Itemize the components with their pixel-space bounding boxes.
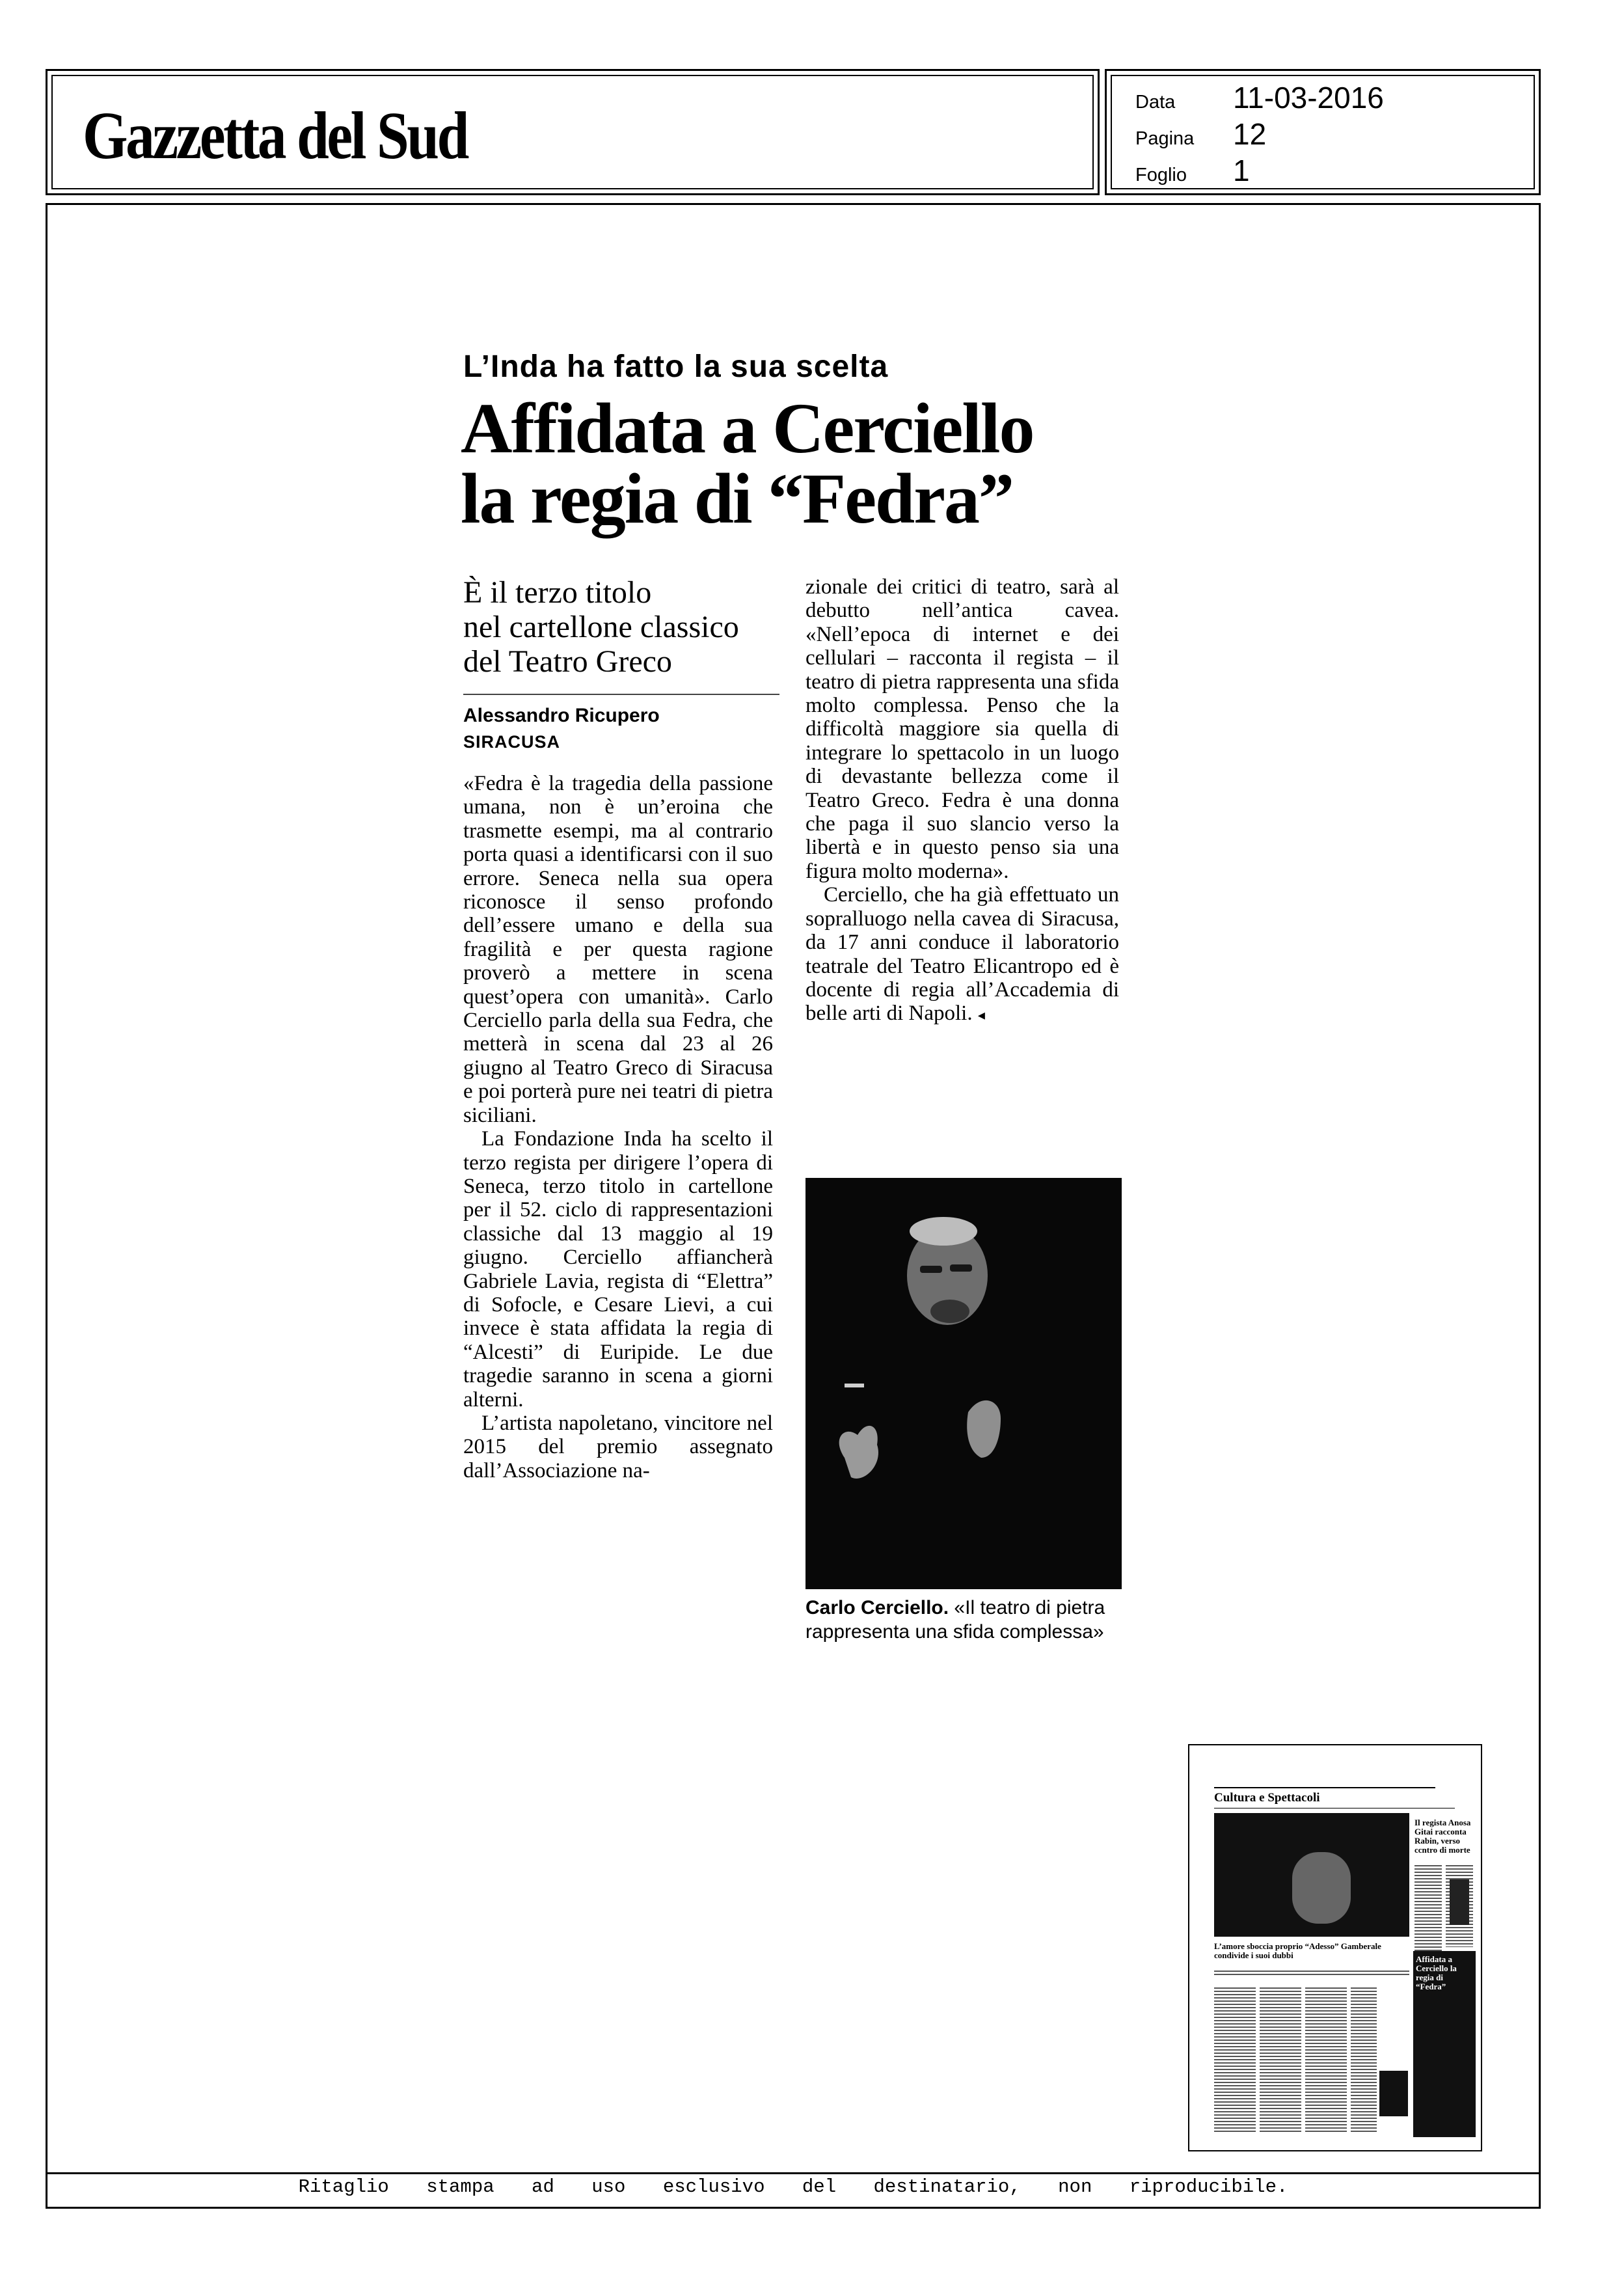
meta-sheet-row — [1135, 153, 1250, 188]
article-column-1 — [463, 772, 773, 1482]
thumbnail-story-2: L’amore sboccia proprio “Adesso” Gamberale condivide i suoi dubbi — [1214, 1941, 1381, 1960]
footer-notice: Ritaglio stampa ad uso esclusivo del destinatario, non riproducibile. — [298, 2176, 1288, 2198]
meta-sheet-label: Foglio — [1135, 165, 1187, 185]
paragraph: La Fondazione Inda ha scelto il terzo regista per dirigere l’opera di Seneca, terzo titolo in cartellone per il 52. ciclo di rappresentazioni classiche dal 13 maggio al 19 giugno. Cerciello affiancherà Gabriele Lavia, regista di “Elettra” di Sofocle, e Cesare Lievi, a cui invece è stata affidata la regia di “Alcesti” di Euripide. Le due tragedie saranno in scena a giorni alterni. — [463, 1127, 773, 1412]
paragraph: Cerciello, che ha già effettuato un sopralluogo nella cavea di Siracusa, da 17 anni conduce il laboratorio teatrale del Teatro Elicantropo ed è docente di regia all’Accademia di belle arti di Napoli. — [805, 883, 1119, 1026]
paragraph: L’artista napoletano, vincitore nel 2015 del premio assegnato dall’Associazione na- — [463, 1411, 773, 1482]
thumbnail-article-box — [1413, 1951, 1476, 2137]
headline-line-1: Affidata a Cerciello — [461, 389, 1034, 468]
meta-page-value: 12 — [1233, 117, 1267, 151]
subhead-line-3: del Teatro Greco — [463, 644, 672, 679]
paragraph: «Fedra è la tragedia della passione umana, non è un’eroina che trasmette esempi, ma al contrario porta quasi a identificarsi con il suo errore. Seneca nella sua opera riconosce il senso profondo dell’essere umano e della sua fragilità e per questa ragione proverò a mettere in scena quest’opera con umanità». Carlo Cerciello parla della sua Fedra, che metterà in scena dal 23 al 26 giugno al Teatro Greco di Siracusa e poi porterà pure nei teatri di pietra siciliani. — [463, 772, 773, 1127]
photo-caption — [805, 1596, 1124, 1644]
meta-page-label: Pagina — [1135, 128, 1195, 149]
article-column-2 — [805, 575, 1119, 1028]
headline-line-2: la regia di “Fedra” — [461, 459, 1014, 538]
meta-date-row — [1135, 80, 1384, 115]
article-headline — [461, 389, 1034, 538]
article-kicker: L’Inda ha fatto la sua scelta — [463, 349, 889, 384]
article-subhead — [463, 575, 739, 679]
page-thumbnail — [1188, 1744, 1482, 2151]
meta-date-label: Data — [1135, 92, 1176, 113]
thumbnail-story-3: Affidata a Cerciello la regia di “Fedra” — [1416, 1954, 1457, 1991]
dateline-place: SIRACUSA — [463, 732, 561, 752]
meta-sheet-value: 1 — [1233, 154, 1250, 187]
masthead: Gazzetta del Sud — [83, 98, 467, 173]
thumbnail-photo — [1214, 1813, 1409, 1937]
end-mark-icon: ◂ — [977, 1007, 985, 1024]
caption-name: Carlo Cerciello. — [805, 1597, 949, 1618]
author-name: Alessandro Ricupero — [463, 705, 660, 726]
subhead-line-2: nel cartellone classico — [463, 610, 739, 644]
subhead-line-1: È il terzo titolo — [463, 575, 652, 610]
thumbnail-section-title: Cultura e Spettacoli — [1214, 1791, 1320, 1805]
caption-text: «Il teatro di pietra rappresenta una sfida complessa» — [805, 1597, 1105, 1643]
byline-divider — [463, 694, 779, 695]
paragraph: zionale dei critici di teatro, sarà al debutto nell’antica cavea. «Nell’epoca di internet e dei cellulari – racconta il regista – il teatro di pietra rappresenta una sfida molto complessa. Penso che la difficoltà maggiore sia quella di integrare lo spettacolo in un luogo di devastante bellezza come il Teatro Greco. Fedra è una donna che paga il suo slancio verso la libertà e in questo penso sia una figura molto moderna». — [805, 575, 1119, 883]
meta-page-row — [1135, 116, 1266, 152]
masthead-box — [46, 69, 1100, 195]
metadata-box — [1105, 69, 1541, 195]
portrait-photo-figure — [805, 1178, 1122, 1589]
thumbnail-story-1: Il regista Anosa Gitai racconta Rabin, verso ccntro di morte — [1414, 1818, 1471, 1855]
footer-divider — [46, 2172, 1541, 2174]
byline — [463, 703, 660, 755]
meta-date-value: 11-03-2016 — [1233, 81, 1384, 115]
portrait-photo — [805, 1178, 1122, 1589]
